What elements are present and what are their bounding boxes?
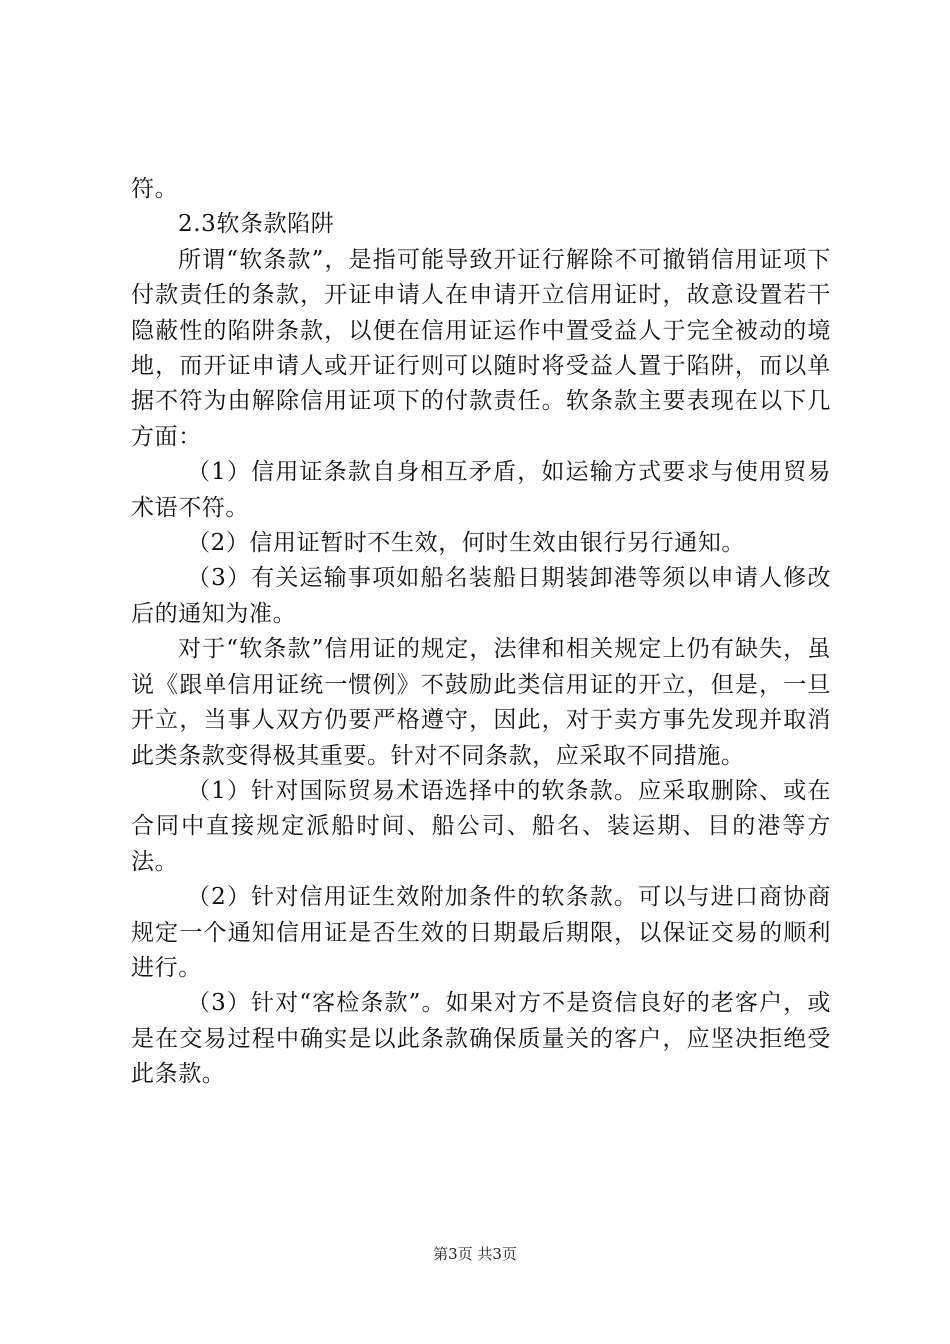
list-item: （1）针对国际贸易术语选择中的软条款。应采取删除、或在合同中直接规定派船时间、船公司、船名、装运期、目的港等方法。 bbox=[131, 777, 831, 875]
document-body bbox=[131, 172, 831, 1093]
section-heading: 2.3软条款陷阱 bbox=[178, 211, 335, 238]
page-number: 第3页 共3页 bbox=[433, 1245, 517, 1263]
paragraph: 所谓“软条款”，是指可能导致开证行解除不可撤销信用证项下付款责任的条款，开证申请人在申请开立信用证时，故意设置若干隐蔽性的陷阱条款，以便在信用证运作中置受益人于完全被动的境地，而开证申请人或开证行则可以随时将受益人置于陷阱，而以单据不符为由解除信用证项下的付款责任。软条款主要表现在以下几方面： bbox=[131, 246, 831, 450]
list-item: （1）信用证条款自身相互矛盾，如运输方式要求与使用贸易术语不符。 bbox=[131, 459, 831, 521]
page-footer bbox=[0, 1244, 950, 1264]
list-item: （3）针对“客检条款”。如果对方不是资信良好的老客户，或是在交易过程中确实是以此条款确保质量关的客户，应坚决拒绝受此条款。 bbox=[131, 990, 831, 1088]
list-item: （2）针对信用证生效附加条件的软条款。可以与进口商协商规定一个通知信用证是否生效的日期最后期限，以保证交易的顺利进行。 bbox=[131, 884, 831, 981]
paragraph-continuation: 符。 bbox=[131, 176, 179, 202]
list-item: （2）信用证暂时不生效，何时生效由银行另行通知。 bbox=[187, 530, 746, 557]
paragraph: 对于“软条款”信用证的规定，法律和相关规定上仍有缺失，虽说《跟单信用证统一惯例》不鼓励此类信用证的开立，但是，一旦开立，当事人双方仍要严格遵守，因此，对于卖方事先发现并取消此类条款变得极其重要。针对不同条款，应采取不同措施。 bbox=[131, 636, 831, 769]
list-item: （3）有关运输事项如船名装船日期装卸港等须以申请人修改后的通知为准。 bbox=[131, 565, 831, 627]
